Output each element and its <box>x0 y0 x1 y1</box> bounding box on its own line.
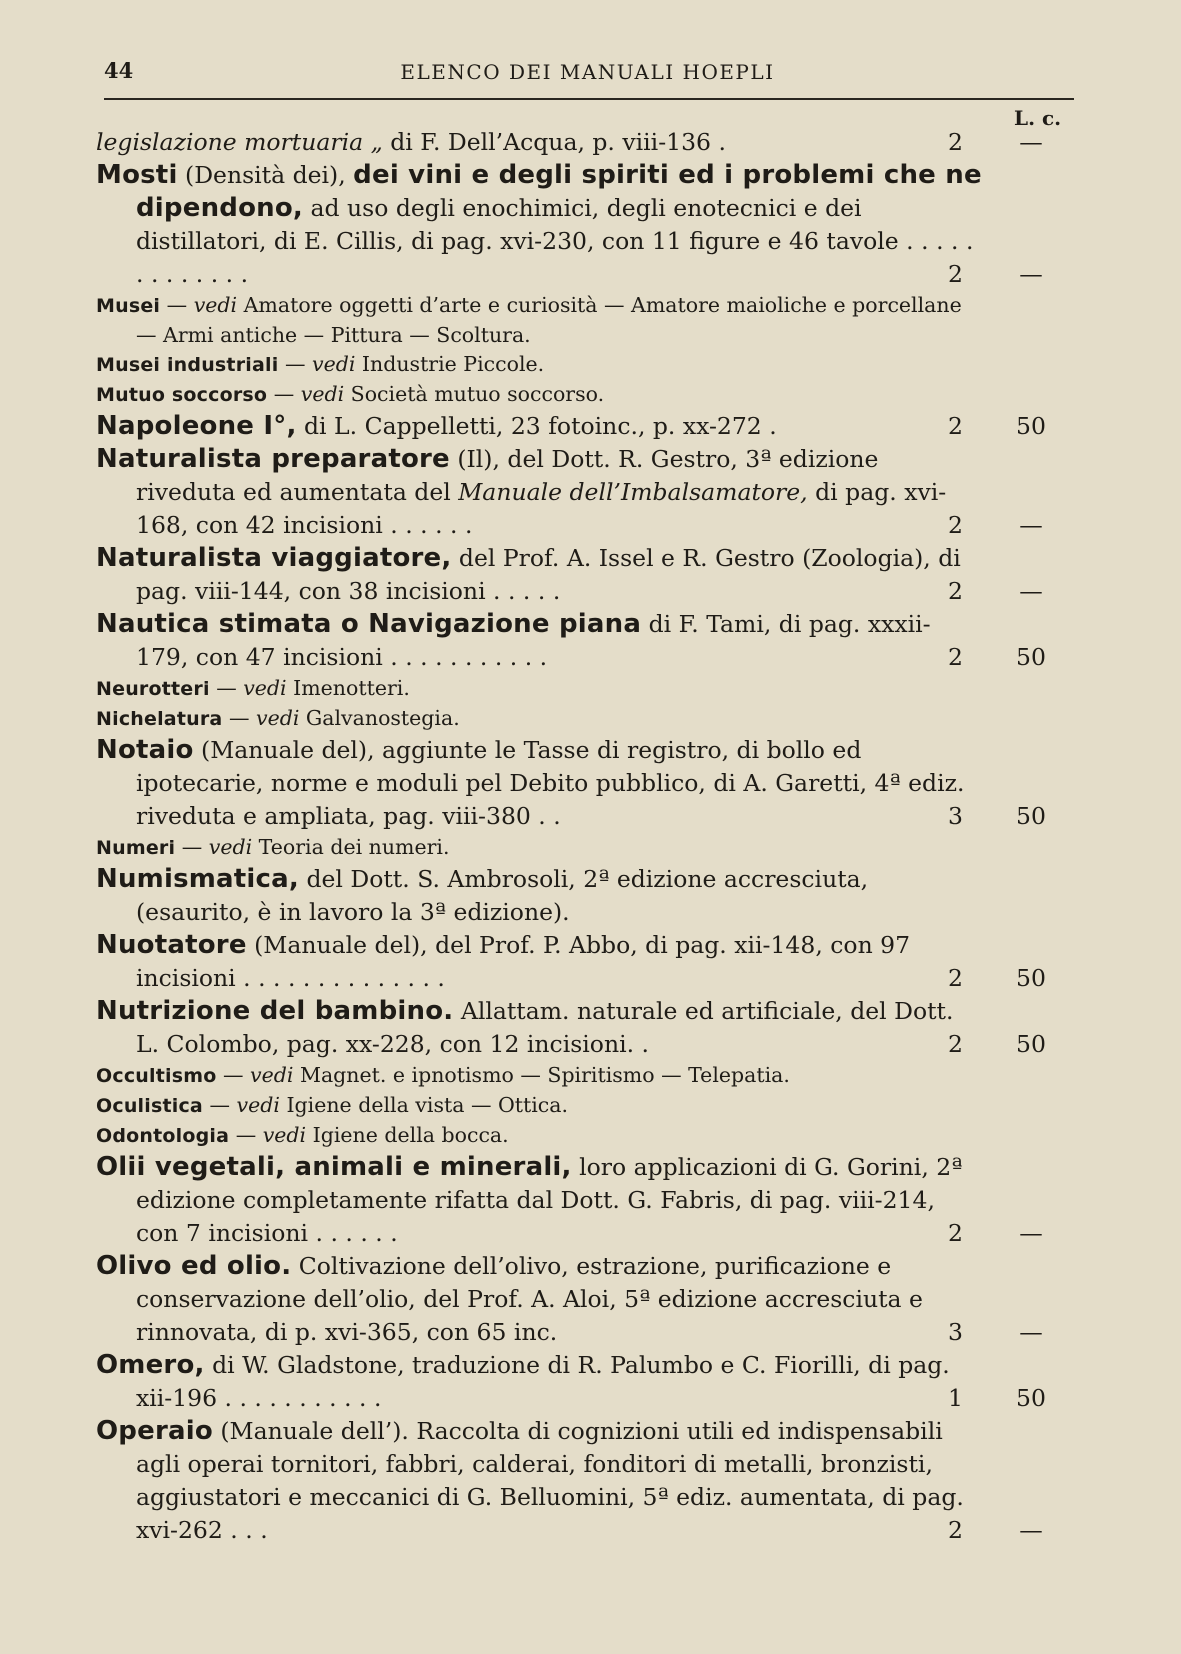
entry-text: Magnet. e ipnotismo — Spiritismo — Telepatia. <box>293 1063 790 1087</box>
entry-price <box>948 1514 1078 1547</box>
entry-separator: — <box>209 676 244 700</box>
entry-text: di F. Dell’Acqua, p. viii-136 . <box>382 128 726 156</box>
entry-text: Igiene della bocca. <box>306 1123 509 1147</box>
cross-reference-entry <box>96 1091 1078 1121</box>
price-cent: 50 <box>1016 643 1046 671</box>
entry-headword: Mosti <box>96 160 178 190</box>
entry-separator: — <box>202 1093 237 1117</box>
header-rule <box>104 98 1074 100</box>
catalog-entries <box>96 126 1078 1547</box>
entry-headword: Olivo ed olio. <box>96 1251 292 1281</box>
price-cent: — <box>1019 128 1043 156</box>
entry-text: Industrie Piccole. <box>355 352 545 376</box>
entry-separator: — <box>216 1063 251 1087</box>
entry-separator: — <box>267 382 301 406</box>
price-cent: — <box>1019 260 1043 288</box>
entry-headword: Musei <box>96 295 161 317</box>
catalog-entry <box>96 1415 1078 1547</box>
entry-text: Amatore oggetti d’arte e curiosità — Amatore maioliche e porcellane — Armi antiche — Pittura — Scoltura. <box>136 293 962 347</box>
entry-headword: Nautica stimata o Navigazione piana <box>96 609 642 639</box>
cross-reference-entry <box>96 291 1078 350</box>
entry-price <box>948 1382 1078 1415</box>
price-lire: 2 <box>948 1219 963 1247</box>
entry-headword: Notaio <box>96 735 194 765</box>
price-lire: 2 <box>948 1030 963 1058</box>
vedi-label: vedi <box>300 382 345 406</box>
entry-headword: Nutrizione del bambino. <box>96 996 454 1026</box>
price-lire: 2 <box>948 964 963 992</box>
cross-reference-entry <box>96 380 1078 410</box>
entry-headword: Napoleone I°, <box>96 411 297 441</box>
entry-headword: Occultismo <box>96 1065 217 1087</box>
price-cent: — <box>1019 1516 1043 1544</box>
price-lire: 2 <box>948 643 963 671</box>
price-cent: 50 <box>1016 802 1046 830</box>
entry-headword: Odontologia <box>96 1125 230 1147</box>
catalog-entry <box>96 995 1078 1061</box>
price-lire: 2 <box>948 128 963 156</box>
page-number: 44 <box>104 58 134 83</box>
price-column-header: L. c. <box>1014 106 1062 130</box>
entry-headword: Operaio <box>96 1416 213 1446</box>
catalog-entry <box>96 443 1078 542</box>
entry-italic-head: legislazione mortuaria „ <box>96 128 383 156</box>
price-lire: 3 <box>948 1318 963 1346</box>
entry-price <box>948 410 1078 443</box>
entry-text: Teoria dei numeri. <box>252 835 450 859</box>
entry-price <box>948 641 1078 674</box>
entry-text: ad uso degli enochimici, degli enotecnici e dei distillatori, di E. Cillis, di pag. xvi-230, con 11 figure e 46 tavole . . . . . . . . . . . . . <box>136 194 974 288</box>
entry-price <box>948 1028 1078 1061</box>
entry-separator: — <box>222 706 256 730</box>
price-lire: 3 <box>948 802 963 830</box>
vedi-label: vedi <box>250 1063 294 1087</box>
entry-separator: — <box>278 352 312 376</box>
price-cent: 50 <box>1016 1030 1046 1058</box>
cross-reference-entry <box>96 833 1078 863</box>
entry-text: loro applicazioni di G. Gorini, 2ª edizione completamente rifatta dal Dott. G. Fabris, di pag. viii-214, con 7 incisioni . . . . . . <box>136 1153 963 1247</box>
entry-text: di W. Gladstone, traduzione di R. Palumbo e C. Fiorilli, di pag. xii-196 . . . . . . . . . . . <box>136 1351 950 1412</box>
price-lire: 2 <box>948 260 963 288</box>
cross-reference-entry <box>96 350 1078 380</box>
entry-headword: Numismatica, <box>96 864 299 894</box>
entry-text: Igiene della vista — Ottica. <box>279 1093 569 1117</box>
entry-text: del Dott. S. Ambrosoli, 2ª edizione accresciuta, (esaurito, è in lavoro la 3ª edizione). <box>136 865 869 926</box>
entry-headword: Naturalista preparatore <box>96 444 450 474</box>
entry-text: di L. Cappelletti, 23 fotoinc., p. xx-272 . <box>296 412 777 440</box>
entry-price <box>948 800 1078 833</box>
entry-headword: Nichelatura <box>96 708 223 730</box>
entry-price <box>948 258 1078 291</box>
catalog-entry <box>96 734 1078 833</box>
entry-headword: Nuotatore <box>96 930 247 960</box>
entry-separator: — <box>229 1123 263 1147</box>
entry-price <box>948 509 1078 542</box>
vedi-label: vedi <box>193 293 238 317</box>
catalog-entry <box>96 1151 1078 1250</box>
entry-separator: — <box>175 835 209 859</box>
catalog-entry <box>96 1250 1078 1349</box>
entry-price <box>948 1316 1078 1349</box>
price-cent: 50 <box>1016 964 1046 992</box>
entry-text: di pag. xvi-168, con 42 incisioni . . . . . . <box>136 478 947 539</box>
entry-text: (Manuale del), aggiunte le Tasse di registro, di bollo ed ipotecarie, norme e moduli pel Debito pubblico, di A. Garetti, 4ª ediz. riveduta e ampliata, pag. viii-380 . . <box>136 736 965 830</box>
entry-headword: Naturalista viaggiatore, <box>96 543 452 573</box>
page-header <box>100 58 1075 88</box>
entry-price <box>948 575 1078 608</box>
entry-headword: Musei industriali <box>96 354 279 376</box>
entry-subtitle: (Il), del Dott. R. Gestro, 3ª edizione riveduta ed aumentata del <box>136 445 879 506</box>
entry-italic-title: Manuale dell’Imbalsamatore, <box>458 478 808 506</box>
catalog-entry <box>96 863 1078 929</box>
entry-text: Imenotteri. <box>286 676 410 700</box>
price-lire: 2 <box>948 412 963 440</box>
price-lire: 2 <box>948 1516 963 1544</box>
entry-separator: — <box>160 293 194 317</box>
price-cent: — <box>1019 577 1043 605</box>
entry-headword: Mutuo soccorso <box>96 384 268 406</box>
entry-text: (Manuale dell’). Raccolta di cognizioni utili ed indispensabili agli operai tornitori, fabbri, calderai, fonditori di metalli, bronzisti, aggiustatori e meccanici di G. Belluomini, 5ª ediz. aumentata, di pag. xvi-262 . . . <box>136 1417 964 1544</box>
cross-reference-entry <box>96 674 1078 704</box>
entry-headword: Numeri <box>96 837 176 859</box>
price-cent: 50 <box>1016 1384 1046 1412</box>
price-cent: 50 <box>1016 412 1046 440</box>
entry-headword-continued: dei vini e degli spiriti ed i problemi che ne dipendono, <box>136 160 982 223</box>
cross-reference-entry <box>96 1061 1078 1091</box>
entry-price <box>948 962 1078 995</box>
entry-text: (Manuale del), del Prof. P. Abbo, di pag. xii-148, con 97 incisioni . . . . . . . . . . . . . . <box>136 931 911 992</box>
vedi-label: vedi <box>312 352 356 376</box>
entry-price <box>948 126 1078 159</box>
running-title: ELENCO DEI MANUALI HOEPLI <box>400 60 775 84</box>
cross-reference-entry <box>96 704 1078 734</box>
catalog-entry <box>96 608 1078 674</box>
entry-headword: Omero, <box>96 1350 205 1380</box>
entry-headword: Neurotteri <box>96 678 210 700</box>
entry-subtitle: (Densità dei), <box>177 161 354 189</box>
cross-reference-entry <box>96 1121 1078 1151</box>
price-lire: 2 <box>948 511 963 539</box>
price-lire: 2 <box>948 577 963 605</box>
catalog-entry <box>96 126 1078 159</box>
price-cent: — <box>1019 1219 1043 1247</box>
entry-text: di F. Tami, di pag. xxxii-179, con 47 incisioni . . . . . . . . . . . <box>136 610 931 671</box>
entry-text: Allattam. naturale ed artificiale, del Dott. L. Colombo, pag. xx-228, con 12 incisioni. . <box>136 997 954 1058</box>
entry-price <box>948 1217 1078 1250</box>
price-lire: 1 <box>948 1384 963 1412</box>
vedi-label: vedi <box>255 706 300 730</box>
entry-text: del Prof. A. Issel e R. Gestro (Zoologia), di pag. viii-144, con 38 incisioni . . . . . <box>136 544 961 605</box>
vedi-label: vedi <box>208 835 253 859</box>
entry-headword: Olii vegetali, animali e minerali, <box>96 1152 572 1182</box>
entry-text: Coltivazione dell’olivo, estrazione, purificazione e conservazione dell’olio, del Prof. A. Aloi, 5ª edizione accresciuta e rinnovata, di p. xvi-365, con 65 inc. <box>136 1252 923 1346</box>
vedi-label: vedi <box>262 1123 307 1147</box>
catalog-entry <box>96 159 1078 291</box>
catalog-entry <box>96 929 1078 995</box>
entry-text: Galvanostegia. <box>299 706 460 730</box>
price-cent: — <box>1019 1318 1043 1346</box>
catalog-entry <box>96 542 1078 608</box>
catalog-entry <box>96 1349 1078 1415</box>
entry-headword: Oculistica <box>96 1095 203 1117</box>
vedi-label: vedi <box>243 676 287 700</box>
vedi-label: vedi <box>236 1093 280 1117</box>
entry-text: Società mutuo soccorso. <box>344 382 605 406</box>
catalog-entry <box>96 410 1078 443</box>
price-cent: — <box>1019 511 1043 539</box>
